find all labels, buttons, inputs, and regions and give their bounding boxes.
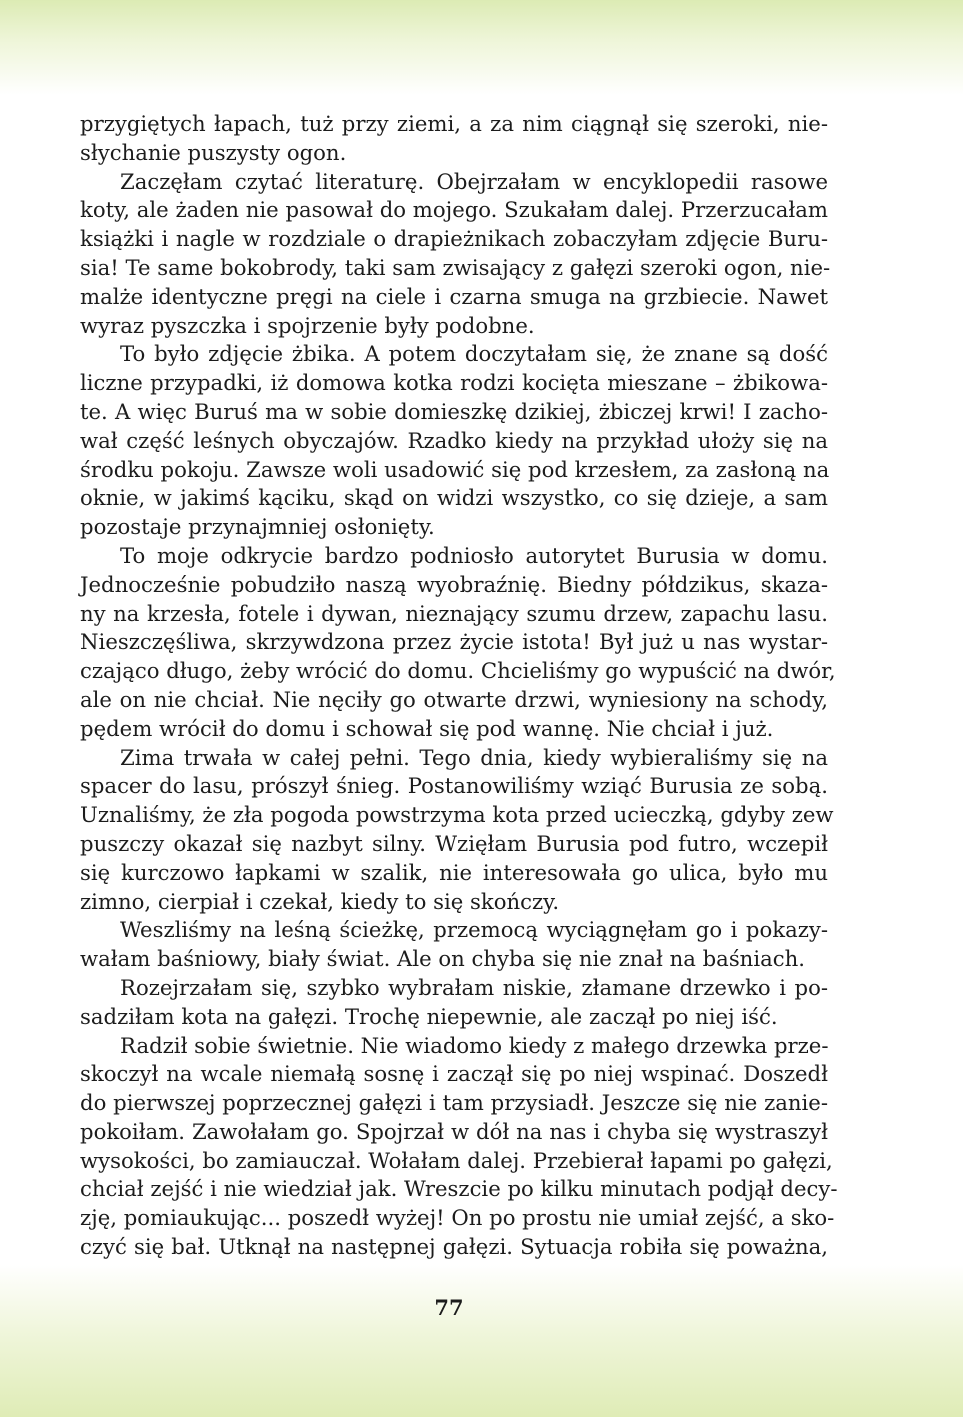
text-line: malże identyczne pręgi na ciele i czarna smuga na grzbiecie. Nawet xyxy=(80,283,828,309)
text-line: przygiętych łapach, tuż przy ziemi, a za nim ciągnął się szeroki, nie- xyxy=(80,111,828,136)
paragraph xyxy=(80,340,828,542)
paragraph xyxy=(80,542,836,744)
text-line: wyraz pyszczka i spojrzenie były podobne. xyxy=(80,312,535,338)
text-line: To moje odkrycie bardzo podniosło autorytet Burusia w domu. xyxy=(120,542,828,568)
text-line: spacer do lasu, prószył śnieg. Postanowiliśmy wziąć Burusia ze sobą. xyxy=(80,773,828,799)
text-line: Jednocześnie pobudziło naszą wyobraźnię. Biedny półdzikus, skaza- xyxy=(80,571,828,597)
text-line: książki i nagle w rozdziale o drapieżnikach zobaczyłam zdjęcie Buru- xyxy=(80,226,828,252)
text-line: się kurczowo łapkami w szalik, nie interesowała go ulica, było mu xyxy=(80,859,828,885)
text-line: Radził sobie świetnie. Nie wiadomo kiedy z małego drzewka prze- xyxy=(120,1032,829,1058)
text-line: liczne przypadki, iż domowa kotka rodzi kocięta mieszane – żbikowa- xyxy=(80,370,828,396)
text-line: ale on nie chciał. Nie nęciły go otwarte drzwi, wyniesiony na schody, xyxy=(80,686,828,712)
text-line: To było zdjęcie żbika. A potem doczytałam się, że znane są dość xyxy=(120,341,828,367)
text-line: do pierwszej poprzecznej gałęzi i tam przysiadł. Jeszcze się nie zanie- xyxy=(80,1090,828,1116)
text-line: chciał zejść i nie wiedział jak. Wreszcie po kilku minutach podjął decy- xyxy=(80,1176,838,1202)
text-line: wałam baśniowy, biały świat. Ale on chyba się nie znał na baśniach. xyxy=(80,946,805,972)
page-body xyxy=(80,110,838,1262)
text-line: Uznaliśmy, że zła pogoda powstrzyma kota przed ucieczką, gdyby zew xyxy=(80,802,834,828)
text-line: Weszliśmy na leśną ścieżkę, przemocą wyciągnęłam go i pokazy- xyxy=(120,917,828,943)
text-line: środku pokoju. Zawsze woli usadowić się pod krzesłem, za zasłoną na xyxy=(80,456,830,482)
text-line: sadziłam kota na gałęzi. Trochę niepewnie, ale zaczął po niej iść. xyxy=(80,1003,778,1029)
text-line: czyć się bał. Utknął na następnej gałęzi. Sytuacja robiła się poważna, xyxy=(80,1234,828,1260)
text-line: wysokości, bo zamiauczał. Wołałam dalej. Przebierał łapami po gałęzi, xyxy=(80,1147,833,1173)
text-line: ny na krzesła, fotele i dywan, nieznający szumu drzew, zapachu lasu. xyxy=(80,600,828,626)
text-line: pozostaje przynajmniej osłonięty. xyxy=(80,514,435,540)
paragraph xyxy=(80,916,828,974)
text-line: puszczy okazał się nazbyt silny. Wzięłam Burusia pod futro, wczepił xyxy=(80,830,828,856)
text-line: słychanie puszysty ogon. xyxy=(80,139,347,165)
paragraph xyxy=(80,974,828,1032)
paragraph xyxy=(80,168,831,341)
text-line: czająco długo, żeby wrócić do domu. Chcieliśmy go wypuścić na dwór, xyxy=(80,658,836,684)
text-line: pędem wrócił do domu i schował się pod wannę. Nie chciał i już. xyxy=(80,715,774,741)
text-line: oknie, w jakimś kąciku, skąd on widzi wszystko, co się dzieje, a sam xyxy=(80,485,828,511)
text-line: pokoiłam. Zawołałam go. Spojrzał w dół na nas i chyba się wystraszył xyxy=(80,1118,828,1144)
text-line: zję, pomiaukując... poszedł wyżej! On po prostu nie umiał zejść, a sko- xyxy=(80,1205,835,1231)
text-line: Nieszczęśliwa, skrzywdzona przez życie istota! Był już u nas wystar- xyxy=(80,629,828,655)
text-line: Zaczęłam czytać literaturę. Obejrzałam w encyklopedii rasowe xyxy=(120,168,828,194)
text-line: Rozejrzałam się, szybko wybrałam niskie, złamane drzewko i po- xyxy=(120,974,828,1000)
text-line: wał część leśnych obyczajów. Rzadko kiedy na przykład ułoży się na xyxy=(80,427,828,453)
paragraph xyxy=(80,744,834,917)
text-line: Zima trwała w całej pełni. Tego dnia, kiedy wybieraliśmy się na xyxy=(120,744,828,770)
paragraph xyxy=(80,1032,838,1262)
paragraph xyxy=(80,110,828,168)
text-line: skoczył na wcale niemałą sosnę i zaczął się po niej wspinać. Doszedł xyxy=(80,1061,828,1087)
text-line: koty, ale żaden nie pasował do mojego. Szukałam dalej. Przerzucałam xyxy=(80,197,828,223)
page-number: 77 xyxy=(434,1295,464,1320)
text-line: zimno, cierpiał i czekał, kiedy to się skończy. xyxy=(80,888,560,914)
text-line: sia! Te same bokobrody, taki sam zwisający z gałęzi szeroki ogon, nie- xyxy=(80,254,831,280)
text-line: te. A więc Buruś ma w sobie domieszkę dzikiej, żbiczej krwi! I zacho- xyxy=(80,398,828,424)
